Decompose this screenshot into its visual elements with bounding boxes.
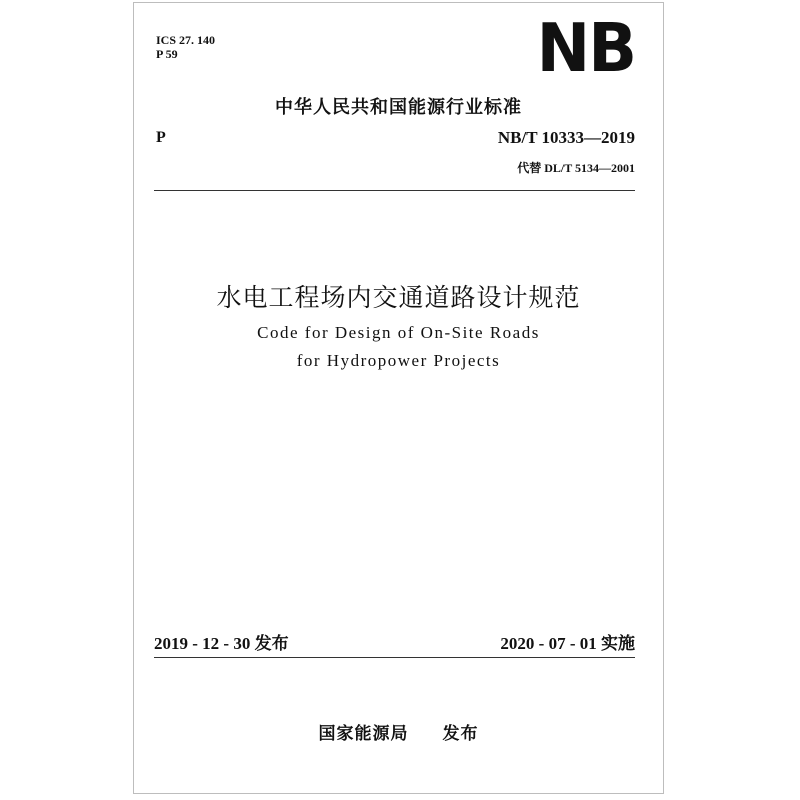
ics-block <box>156 33 215 61</box>
issue-word: 发布 <box>442 724 479 744</box>
classification-code: P 59 <box>156 47 178 61</box>
publisher <box>134 719 663 744</box>
standard-cover-page <box>133 2 664 794</box>
top-divider <box>154 190 635 191</box>
category-letter: P <box>156 129 166 146</box>
title-english-line1: Code for Design of On-Site Roads <box>257 323 540 342</box>
industry-standard-heading: 中华人民共和国能源行业标准 <box>275 97 522 118</box>
effective-date: 2020 - 07 - 01 实施 <box>500 634 635 653</box>
title-chinese: 水电工程场内交通道路设计规范 <box>216 283 581 312</box>
ics-code: ICS 27. 140 <box>156 33 216 47</box>
title-english-line2: for Hydropower Projects <box>296 351 501 370</box>
bottom-divider <box>154 657 635 658</box>
nb-logo: NB <box>536 10 635 88</box>
standard-number: NB/T 10333—2019 <box>497 128 635 147</box>
issue-date: 2019 - 12 - 30 发布 <box>154 634 289 653</box>
replaces-standard: 代替 DL/T 5134—2001 <box>517 161 635 175</box>
issuer-name: 国家能源局 <box>318 724 409 744</box>
